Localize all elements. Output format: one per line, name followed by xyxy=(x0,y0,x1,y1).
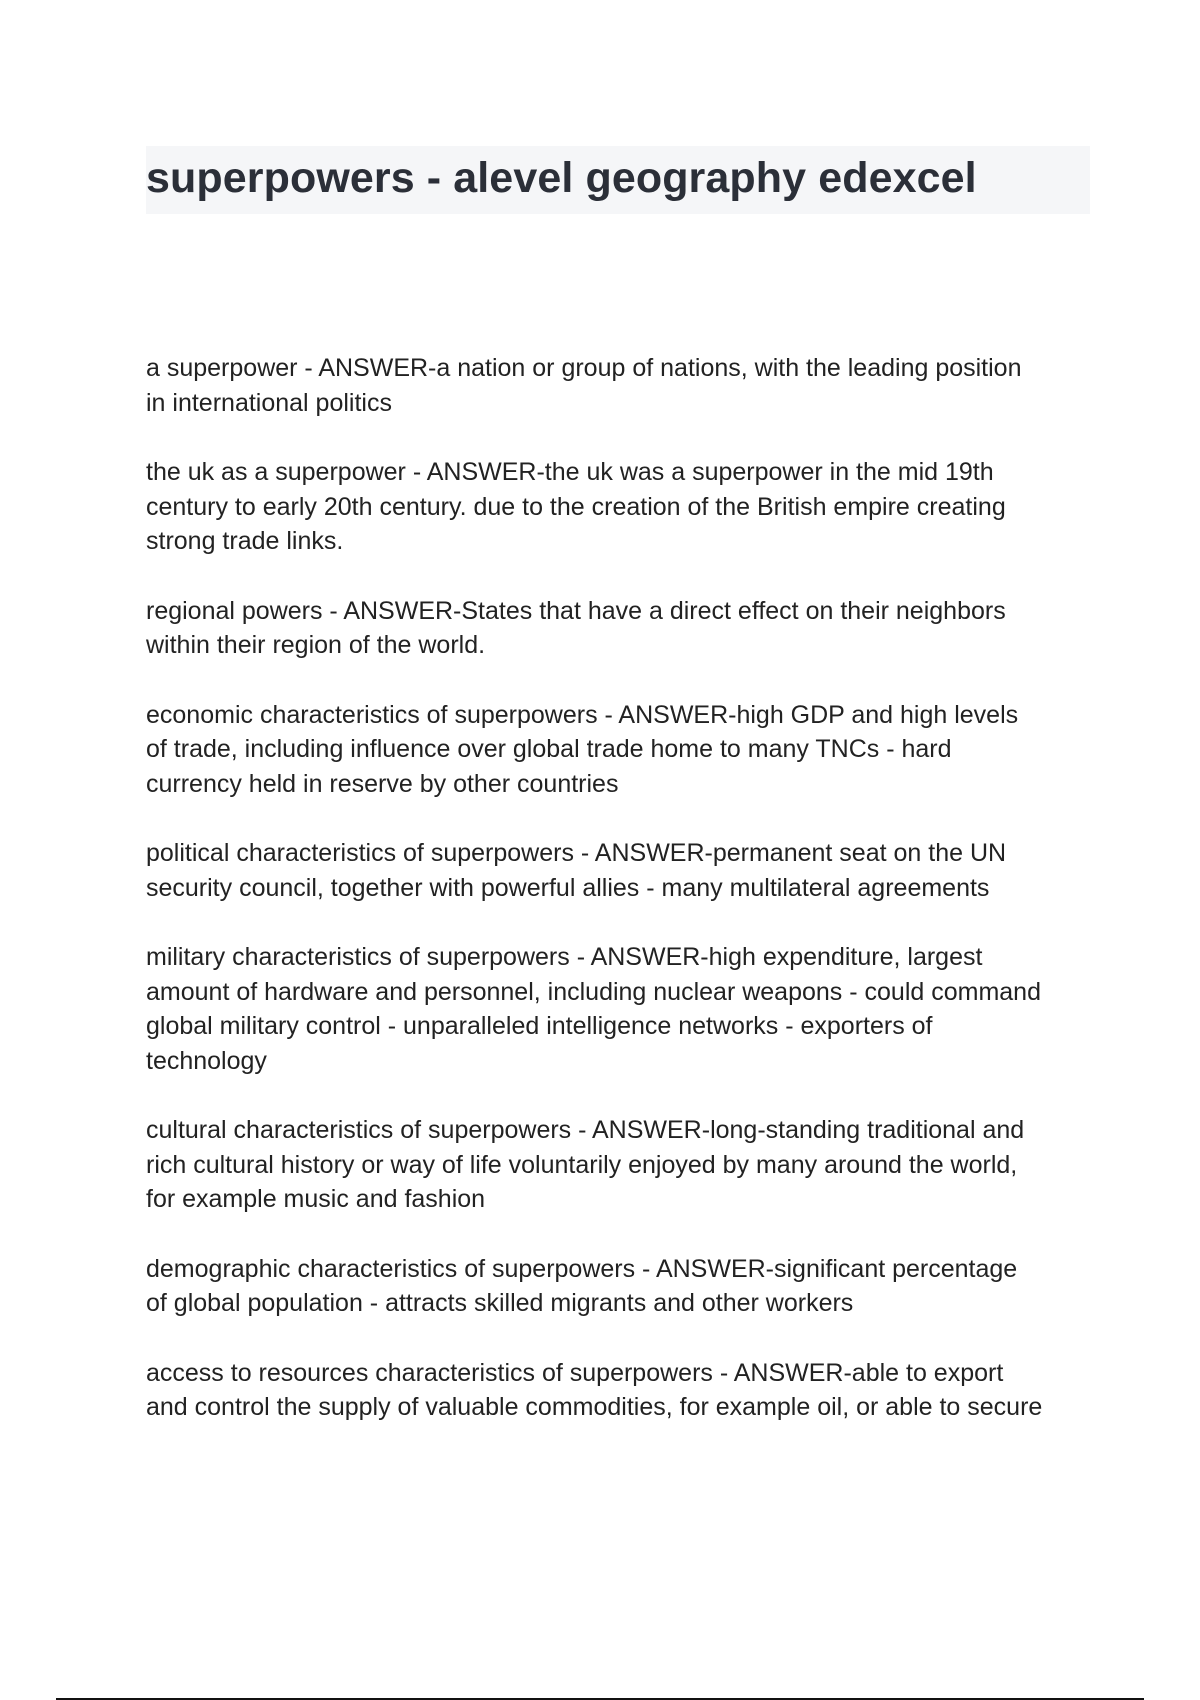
flashcard-entry-military: military characteristics of superpowers - ANSWER-high expenditure, largest amount of hardware and personnel, including nuclear weapons - could command global military control - unparalleled intelligence networks - exporters of technology xyxy=(146,943,1041,1075)
flashcard-entry-economic: economic characteristics of superpowers - ANSWER-high GDP and high levels of trade, including influence over global trade home to many TNCs - hard currency held in reserve by other countries xyxy=(146,700,1019,798)
flashcard-entry-cultural: cultural characteristics of superpowers - ANSWER-long-standing traditional and rich cultural history or way of life voluntarily enjoyed by many around the world, for example music and fashion xyxy=(146,1116,1025,1213)
flashcard-entry-superpower: a superpower - ANSWER-a nation or group of nations, with the leading position in international politics xyxy=(146,354,1022,417)
flashcard-entry-resources: access to resources characteristics of superpowers - ANSWER-able to export and control the supply of valuable commodities, for example oil, or able to secure xyxy=(146,1358,1043,1421)
page-title: superpowers - alevel geography edexcel xyxy=(146,154,977,202)
flashcard-entry-demographic: demographic characteristics of superpowers - ANSWER-significant percentage of global population - attracts skilled migrants and other workers xyxy=(146,1254,1018,1317)
title-banner xyxy=(146,146,1090,214)
flashcard-entry-regional-powers: regional powers - ANSWER-States that have a direct effect on their neighbors within their region of the world. xyxy=(146,596,1006,659)
flashcard-list xyxy=(146,351,1096,1460)
flashcard-entry-uk-superpower: the uk as a superpower - ANSWER-the uk was a superpower in the mid 19th century to early 20th century. due to the creation of the British empire creating strong trade links. xyxy=(146,458,1006,555)
flashcard-entry-political: political characteristics of superpowers - ANSWER-permanent seat on the UN security council, together with powerful allies - many multilateral agreements xyxy=(146,839,1007,902)
